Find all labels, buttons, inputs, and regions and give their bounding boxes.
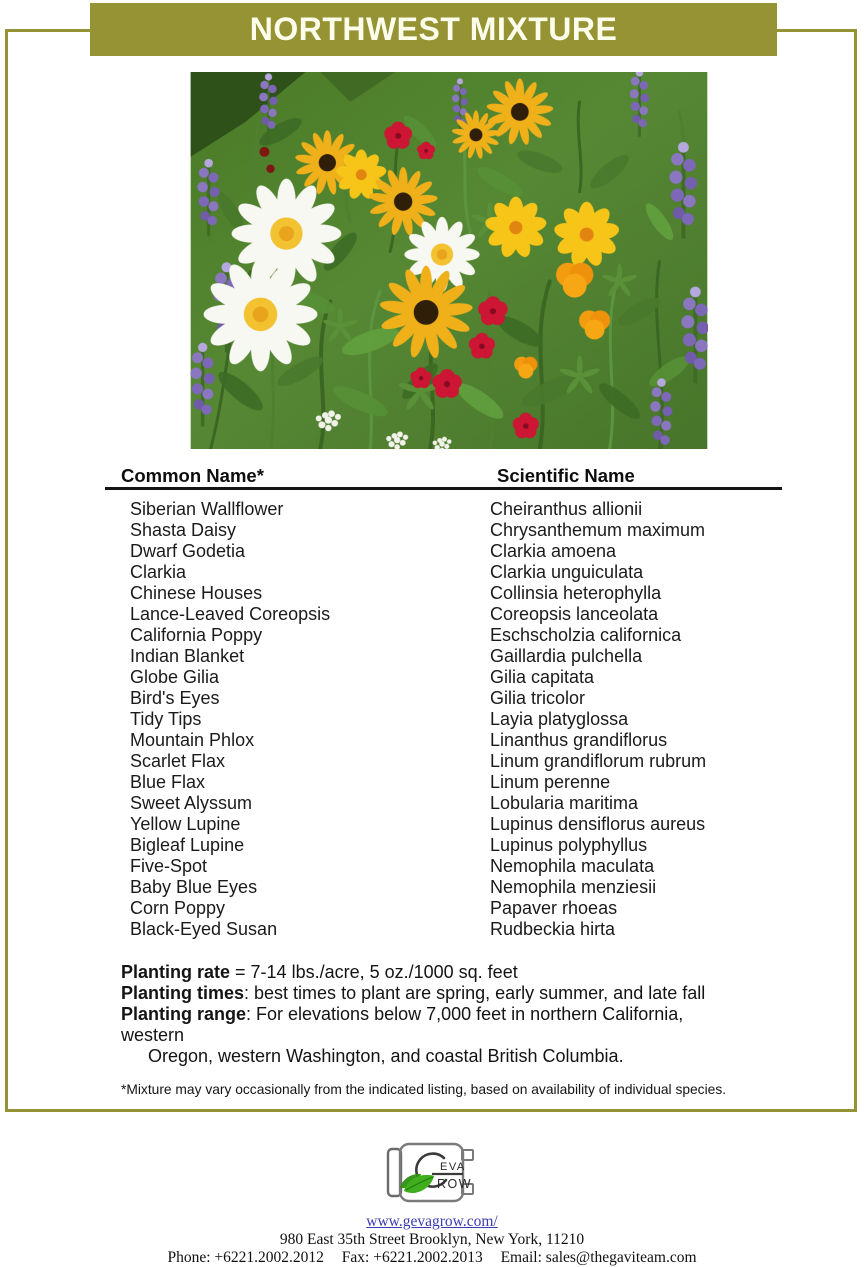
common-name: Indian Blanket xyxy=(130,646,245,666)
common-name: Bigleaf Lupine xyxy=(130,835,245,855)
common-name: Clarkia xyxy=(130,562,187,582)
table-row xyxy=(130,856,810,877)
website-line xyxy=(0,1213,864,1231)
table-row xyxy=(130,877,810,898)
table-row xyxy=(130,541,810,562)
scientific-name: Papaver rhoeas xyxy=(490,898,618,918)
table-row xyxy=(130,772,810,793)
table-row xyxy=(130,919,810,940)
gevagrow-logo xyxy=(384,1139,480,1211)
table-row xyxy=(130,688,810,709)
table-row xyxy=(130,814,810,835)
common-name: Five-Spot xyxy=(130,856,208,876)
website-link[interactable]: www.gevagrow.com/ xyxy=(366,1213,498,1230)
scientific-name: Cheiranthus allionii xyxy=(490,499,643,519)
scientific-name: Lupinus densiflorus aureus xyxy=(490,814,706,834)
planting-range-value: : For elevations below 7,000 feet in northern California, xyxy=(246,1004,684,1024)
planting-range-wrap: western xyxy=(121,1025,185,1045)
common-name: Baby Blue Eyes xyxy=(130,877,258,897)
scientific-name: Gilia capitata xyxy=(490,667,595,687)
common-name: Globe Gilia xyxy=(130,667,220,687)
planting-range-line xyxy=(121,1004,821,1025)
common-name: Mountain Phlox xyxy=(130,730,255,750)
header-underline xyxy=(105,487,782,490)
table-row xyxy=(130,499,810,520)
common-name: Scarlet Flax xyxy=(130,751,226,771)
planting-rate-value: = 7-14 lbs./acre, 5 oz./1000 sq. feet xyxy=(230,962,518,982)
common-name: Bird's Eyes xyxy=(130,688,220,708)
planting-info xyxy=(121,962,821,1067)
scientific-name: Linanthus grandiflorus xyxy=(490,730,668,750)
address-line: 980 East 35th Street Brooklyn, New York, 11210 xyxy=(279,1231,585,1248)
scientific-name: Rudbeckia hirta xyxy=(490,919,616,939)
planting-times-value: : best times to plant are spring, early summer, and late fall xyxy=(244,983,706,1003)
common-name: Black-Eyed Susan xyxy=(130,919,278,939)
table-row xyxy=(130,583,810,604)
phone-number: Phone: +6221.2002.2012 xyxy=(167,1249,324,1266)
table-row xyxy=(130,520,810,541)
table-row xyxy=(130,562,810,583)
scientific-name: Coreopsis lanceolata xyxy=(490,604,659,624)
planting-rate-line xyxy=(121,962,821,983)
table-row xyxy=(130,835,810,856)
scientific-name: Lupinus polyphyllus xyxy=(490,835,648,855)
scientific-name: Gilia tricolor xyxy=(490,688,586,708)
planting-range-label: Planting range xyxy=(121,1004,247,1024)
table-row xyxy=(130,667,810,688)
logo-text-row: ROW xyxy=(437,1177,473,1191)
table-row xyxy=(130,898,810,919)
table-row xyxy=(130,709,810,730)
title-banner xyxy=(90,3,777,56)
scientific-name: Collinsia heterophylla xyxy=(490,583,662,603)
scientific-name-header: Scientific Name xyxy=(497,465,635,486)
common-name: Tidy Tips xyxy=(130,709,202,729)
species-table xyxy=(130,499,810,940)
scientific-name: Clarkia unguiculata xyxy=(490,562,644,582)
common-name: Blue Flax xyxy=(130,772,206,792)
planting-range-continuation: Oregon, western Washington, and coastal British Columbia. xyxy=(148,1046,624,1066)
logo-text-eva: EVA xyxy=(440,1161,466,1173)
scientific-name: Clarkia amoena xyxy=(490,541,617,561)
wildflower-meadow-photo xyxy=(190,72,708,449)
common-name: Chinese Houses xyxy=(130,583,263,603)
contact-line xyxy=(0,1249,864,1267)
table-row xyxy=(130,625,810,646)
planting-rate-label: Planting rate xyxy=(121,962,231,982)
scientific-name: Linum grandiflorum rubrum xyxy=(490,751,707,771)
table-row xyxy=(130,730,810,751)
common-name: Dwarf Godetia xyxy=(130,541,246,561)
planting-times-label: Planting times xyxy=(121,983,245,1003)
common-name: Lance-Leaved Coreopsis xyxy=(130,604,331,624)
table-row xyxy=(130,793,810,814)
scientific-name: Chrysanthemum maximum xyxy=(490,520,706,540)
scientific-name: Eschscholzia californica xyxy=(490,625,682,645)
common-name: Shasta Daisy xyxy=(130,520,237,540)
common-name-header: Common Name* xyxy=(121,465,264,486)
mixture-disclaimer: *Mixture may vary occasionally from the indicated listing, based on availability of individual species. xyxy=(121,1082,727,1097)
scientific-name: Nemophila maculata xyxy=(490,856,655,876)
email-address: Email: sales@thegaviteam.com xyxy=(500,1249,697,1266)
table-row xyxy=(130,604,810,625)
scientific-name: Nemophila menziesii xyxy=(490,877,657,897)
common-name: California Poppy xyxy=(130,625,263,645)
common-name: Sweet Alyssum xyxy=(130,793,253,813)
table-row xyxy=(130,751,810,772)
fax-number: Fax: +6221.2002.2013 xyxy=(341,1249,483,1266)
common-name: Corn Poppy xyxy=(130,898,226,918)
common-name: Yellow Lupine xyxy=(130,814,241,834)
scientific-name: Linum perenne xyxy=(490,772,611,792)
table-row xyxy=(130,646,810,667)
planting-times-line xyxy=(121,983,821,1004)
common-name: Siberian Wallflower xyxy=(130,499,284,519)
page-title: NORTHWEST MIXTURE xyxy=(249,11,618,47)
scientific-name: Layia platyglossa xyxy=(490,709,629,729)
scientific-name: Lobularia maritima xyxy=(490,793,639,813)
scientific-name: Gaillardia pulchella xyxy=(490,646,643,666)
